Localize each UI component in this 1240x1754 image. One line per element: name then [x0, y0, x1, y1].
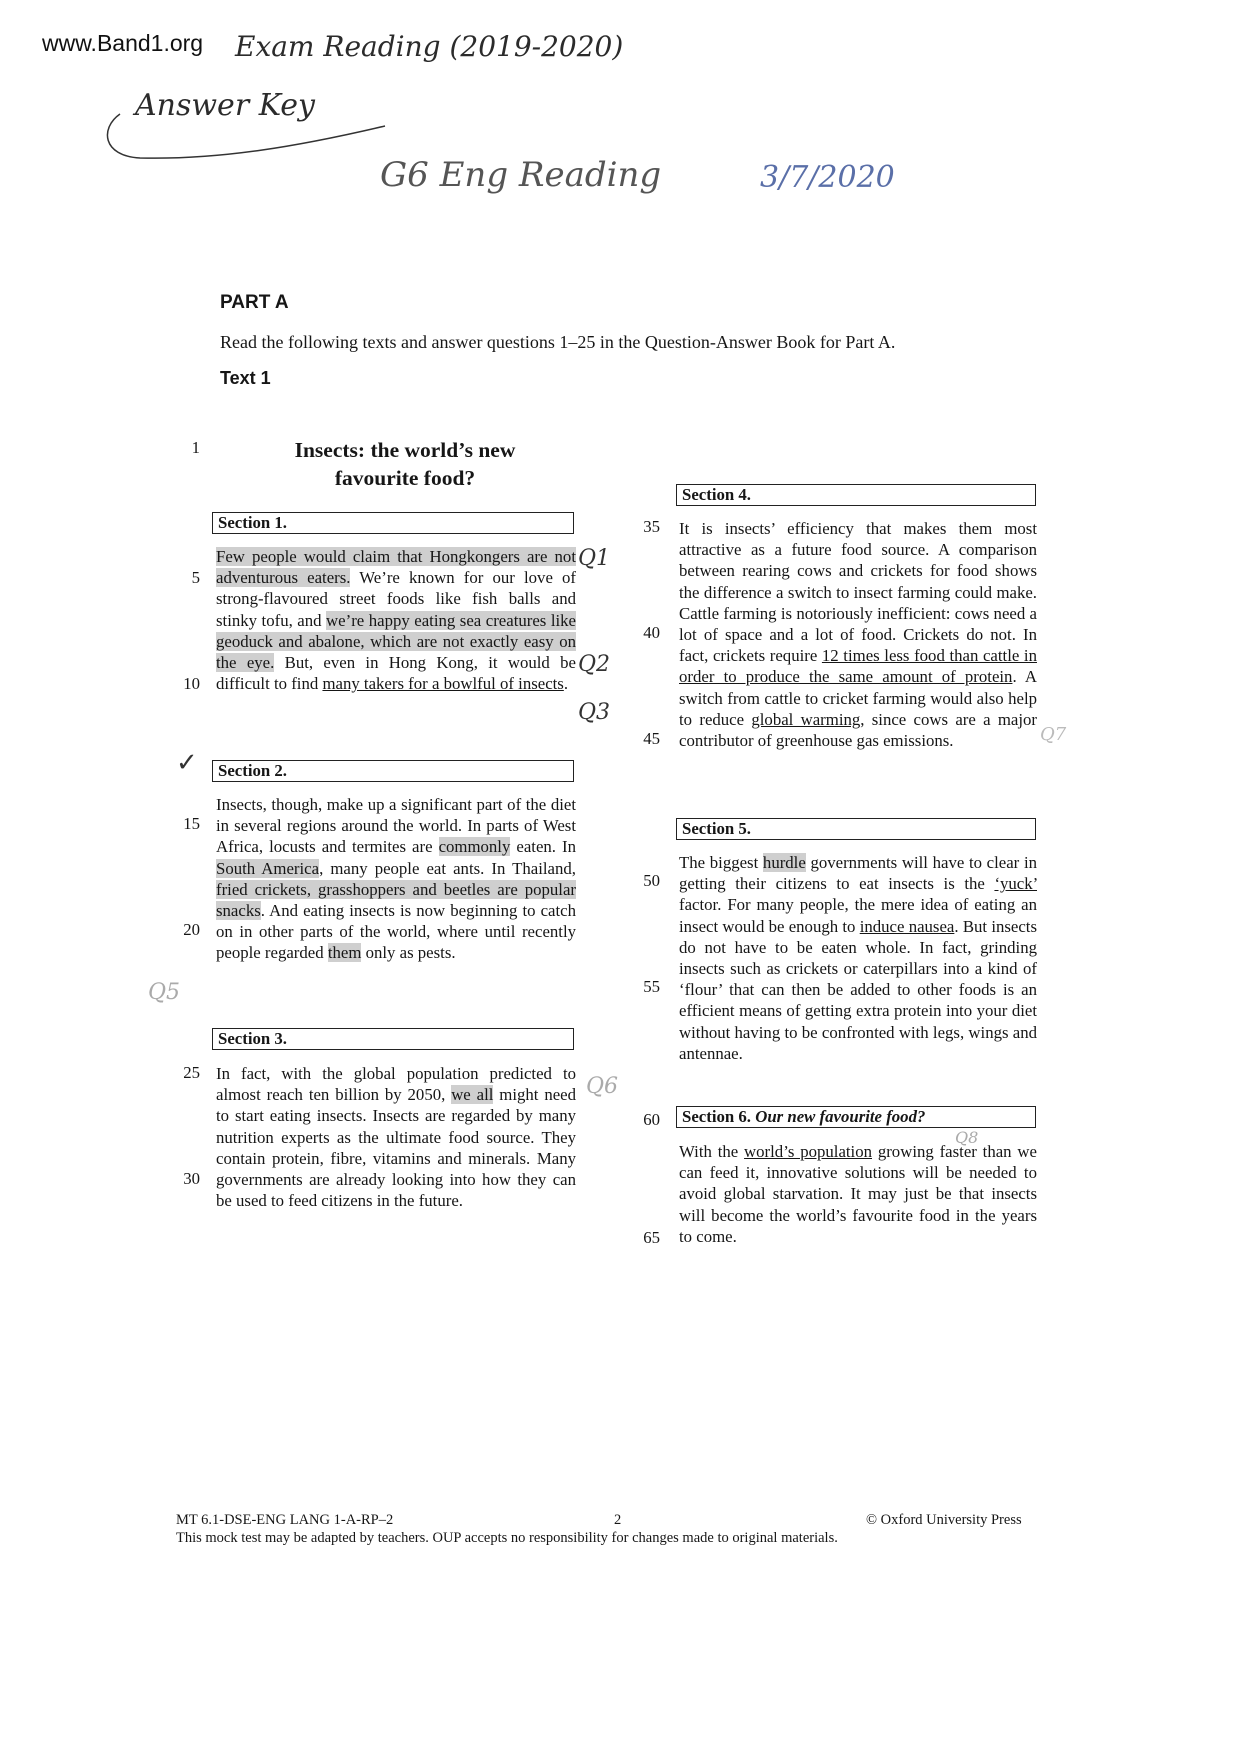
text-run: The biggest: [679, 853, 763, 872]
section-1-heading: Section 1.: [212, 512, 574, 534]
text-label: Text 1: [220, 368, 271, 388]
margin-note-q1: Q1: [578, 546, 611, 571]
line-number: 15: [183, 814, 200, 833]
handwritten-date: 3/7/2020: [760, 160, 895, 195]
watermark: www.Band1.org: [42, 30, 204, 56]
line-number: 30: [183, 1169, 200, 1188]
section-6-body: [679, 1141, 1037, 1247]
underline-q3: many takers for a bowlful of insects: [322, 674, 564, 694]
line-number: 40: [643, 623, 660, 642]
footer-copyright: © Oxford University Press: [866, 1512, 1022, 1528]
line-number: 50: [643, 871, 660, 890]
section-1-body: [216, 546, 576, 694]
tick-mark-icon: ✓: [176, 748, 198, 777]
handwritten-bracket: [100, 108, 390, 168]
text-run: Insects, though, make up a significant part of the diet in several regions around the world. In parts of West Africa, locusts and termites are: [216, 795, 576, 857]
section-2-heading: Section 2.: [212, 760, 574, 782]
underline-yuck: ‘yuck’: [994, 874, 1037, 894]
highlight-south-america: South America: [216, 858, 320, 878]
section-2-body: [216, 794, 576, 964]
article-title: [240, 436, 570, 492]
instruction-text: Read the following texts and answer questions 1–25 in the Question-Answer Book for Part A.: [220, 332, 896, 352]
footer-page-number: 2: [614, 1512, 622, 1528]
footer-code: MT 6.1-DSE-ENG LANG 1-A-RP–2: [176, 1512, 394, 1528]
section-4-body: [679, 518, 1037, 751]
footer-note: This mock test may be adapted by teachers. OUP accepts no responsibility for changes made to original materials.: [176, 1530, 838, 1546]
text-run: might need to start eating insects. Insects are regarded by many nutrition experts as the ultimate food source. They contain protein, fibre, vitamins and minerals. Many governments are already looking into how they can be used to feed citizens in the future.: [216, 1085, 576, 1211]
text-run: . And eating insects is now beginning to catch on in other parts of the world, where until recently people regarded: [216, 901, 576, 963]
margin-note-q6: Q6: [586, 1074, 619, 1099]
highlight-hurdle: hurdle: [762, 853, 806, 872]
handwritten-class: G6 Eng Reading: [380, 155, 662, 195]
text-run: , many people eat ants. In Thailand,: [319, 858, 576, 878]
text-run: . A switch from cattle to cricket farming would also help to reduce: [679, 667, 1037, 729]
underline-population: world’s population: [744, 1142, 872, 1161]
section-3-body: [216, 1063, 576, 1211]
underline-protein: 12 times less food than cattle in order to produce the same amount of protein: [679, 646, 1037, 687]
section-3-heading: Section 3.: [212, 1028, 574, 1050]
underline-global-warming: global warming: [751, 709, 861, 729]
text-run: factor. For many people, the mere idea of eating an insect would be enough to: [679, 895, 1037, 936]
text-run: eaten. In: [510, 837, 576, 857]
highlight-them: them: [327, 943, 362, 963]
article-title-line2: favourite food?: [334, 466, 476, 490]
line-number: 5: [191, 568, 200, 587]
highlight-q1: Few people would claim that Hongkongers are not adventurous eaters.: [216, 547, 576, 588]
text-run: . But insects do not have to be eaten whole. In fact, grinding insects such as crickets or caterpillars into a kind of ‘flour’ that can then be added to other foods is an efficient means of getting extra protein into your diet without having to be confronted with legs, wings and antennae.: [679, 916, 1037, 1063]
margin-note-q3: Q3: [578, 700, 611, 725]
margin-note-q2: Q2: [578, 652, 611, 677]
margin-note-q7: Q7: [1040, 724, 1067, 745]
text-run: We’re known for our love of strong-flavoured street foods like fish balls and stinky tofu, and: [216, 568, 576, 630]
section-6-heading: [676, 1106, 1036, 1128]
line-number: 60: [643, 1110, 660, 1129]
highlight-snacks: fried crickets, grasshoppers and beetles are popular snacks: [216, 879, 576, 921]
line-number: 65: [643, 1228, 660, 1247]
text-run: growing faster than we can feed it, innovative solutions will be needed to avoid global starvation. It may just be that insects will become the world’s favourite food in the years to come.: [679, 1142, 1037, 1246]
text-run: .: [563, 674, 569, 694]
line-number: 45: [643, 729, 660, 748]
text-run: It is insects’ efficiency that makes them most attractive as a future food source. A comparison between rearing cows and crickets for food shows the difference a switch to insect farming could make. Cattle farming is notoriously inefficient: cows need a lot of space and a lot of food. Crickets do not. In fact, crickets require: [679, 519, 1037, 666]
line-number: 10: [183, 674, 200, 693]
section-4-heading: Section 4.: [676, 484, 1036, 506]
highlight-we-all: we all: [451, 1085, 494, 1105]
line-number: 35: [643, 517, 660, 536]
text-run: only as pests.: [361, 943, 456, 963]
underline-nausea: induce nausea: [859, 916, 955, 936]
line-number: 20: [183, 920, 200, 939]
text-run: With the: [679, 1142, 745, 1161]
section-6-subheading: Our new favourite food?: [755, 1107, 926, 1126]
line-number: 1: [191, 438, 200, 457]
section-6-label: Section 6.: [682, 1107, 751, 1126]
handwritten-answer-key: Answer Key: [135, 88, 315, 123]
handwritten-header: Exam Reading (2019-2020): [235, 30, 624, 63]
line-number: 25: [183, 1063, 200, 1082]
line-number: 55: [643, 977, 660, 996]
part-title: PART A: [220, 292, 289, 313]
margin-note-q5: Q5: [148, 980, 181, 1005]
section-5-heading: Section 5.: [676, 818, 1036, 840]
text-run: In fact, with the global population predicted to almost reach ten billion by 2050,: [216, 1064, 576, 1105]
text-run: But, even in Hong Kong, it would be difficult to find: [216, 653, 576, 694]
text-run: , since cows are a major contributor of greenhouse gas emissions.: [679, 709, 1038, 751]
margin-note-q8: Q8: [955, 1128, 979, 1147]
highlight-commonly: commonly: [438, 837, 511, 857]
highlight-q2: we’re happy eating sea creatures like geoduck and abalone, which are not exactly easy on the eye.: [216, 610, 576, 673]
text-run: governments will have to clear in getting their citizens to eat insects is the: [679, 853, 1037, 894]
article-title-line1: Insects: the world’s new: [294, 438, 516, 462]
section-5-body: [679, 852, 1037, 1064]
